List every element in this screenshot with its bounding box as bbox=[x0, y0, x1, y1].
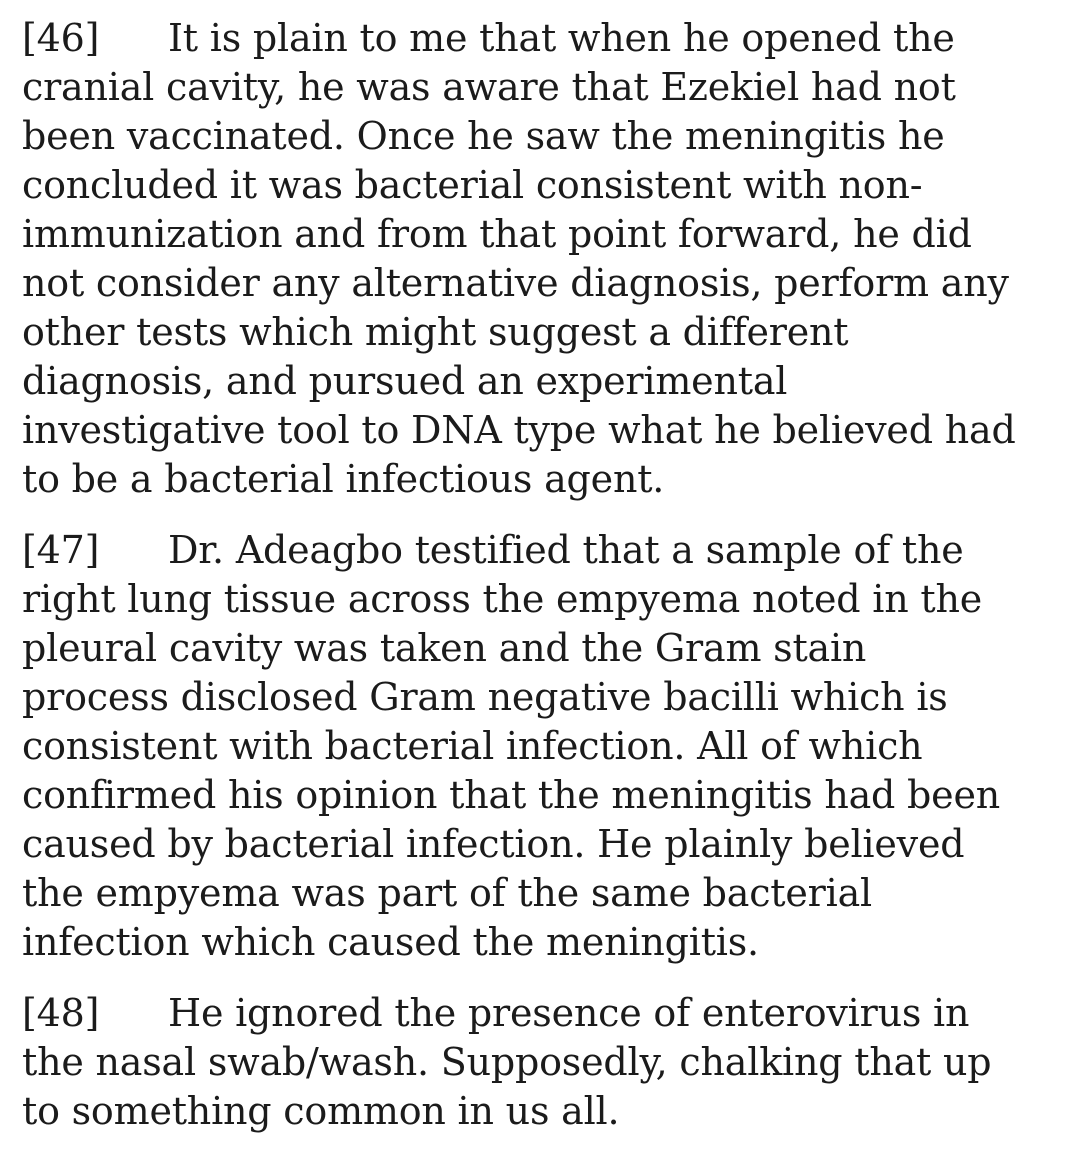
paragraph-text-line: to something common in us all. bbox=[22, 1089, 620, 1133]
paragraph-text-line: the nasal swab/wash. Supposedly, chalking that up bbox=[22, 1040, 992, 1084]
paragraph-text-line: pleural cavity was taken and the Gram stain bbox=[22, 626, 867, 670]
paragraph-text-line: process disclosed Gram negative bacilli which is bbox=[22, 675, 948, 719]
paragraph-first-line bbox=[22, 14, 1062, 63]
paragraph-text-line: consistent with bacterial infection. All of which bbox=[22, 724, 923, 768]
paragraph-text-line: been vaccinated. Once he saw the meningitis he bbox=[22, 114, 945, 158]
paragraph-text-line: Dr. Adeagbo testified that a sample of the bbox=[168, 528, 964, 572]
paragraph-text-line: immunization and from that point forward, he did bbox=[22, 212, 972, 256]
paragraph-text-line: concluded it was bacterial consistent with non- bbox=[22, 163, 923, 207]
paragraph-text-line: other tests which might suggest a different bbox=[22, 310, 849, 354]
paragraph-text-line: to be a bacterial infectious agent. bbox=[22, 457, 665, 501]
paragraph-text-line: cranial cavity, he was aware that Ezekiel had not bbox=[22, 65, 956, 109]
paragraph-47 bbox=[22, 526, 1062, 967]
paragraph-number: [47] bbox=[22, 528, 100, 572]
paragraph-text-line: caused by bacterial infection. He plainly believed bbox=[22, 822, 965, 866]
paragraph-text-line: diagnosis, and pursued an experimental bbox=[22, 359, 788, 403]
paragraph-text-line: He ignored the presence of enterovirus in bbox=[168, 991, 970, 1035]
paragraph-number: [46] bbox=[22, 16, 100, 60]
paragraph-text-line: investigative tool to DNA type what he believed had bbox=[22, 408, 1016, 452]
paragraph-46 bbox=[22, 14, 1062, 504]
paragraph-text-line: confirmed his opinion that the meningitis had been bbox=[22, 773, 1001, 817]
paragraph-text-line: not consider any alternative diagnosis, perform any bbox=[22, 261, 1009, 305]
document-page bbox=[22, 14, 1062, 1158]
paragraph-text-line: the empyema was part of the same bacterial bbox=[22, 871, 872, 915]
paragraph-text-line: It is plain to me that when he opened the bbox=[168, 16, 955, 60]
paragraph-text-line: right lung tissue across the empyema noted in the bbox=[22, 577, 983, 621]
paragraph-first-line bbox=[22, 989, 1062, 1038]
paragraph-text-line: infection which caused the meningitis. bbox=[22, 920, 759, 964]
paragraph-first-line bbox=[22, 526, 1062, 575]
paragraph-number: [48] bbox=[22, 991, 100, 1035]
paragraph-48 bbox=[22, 989, 1062, 1136]
